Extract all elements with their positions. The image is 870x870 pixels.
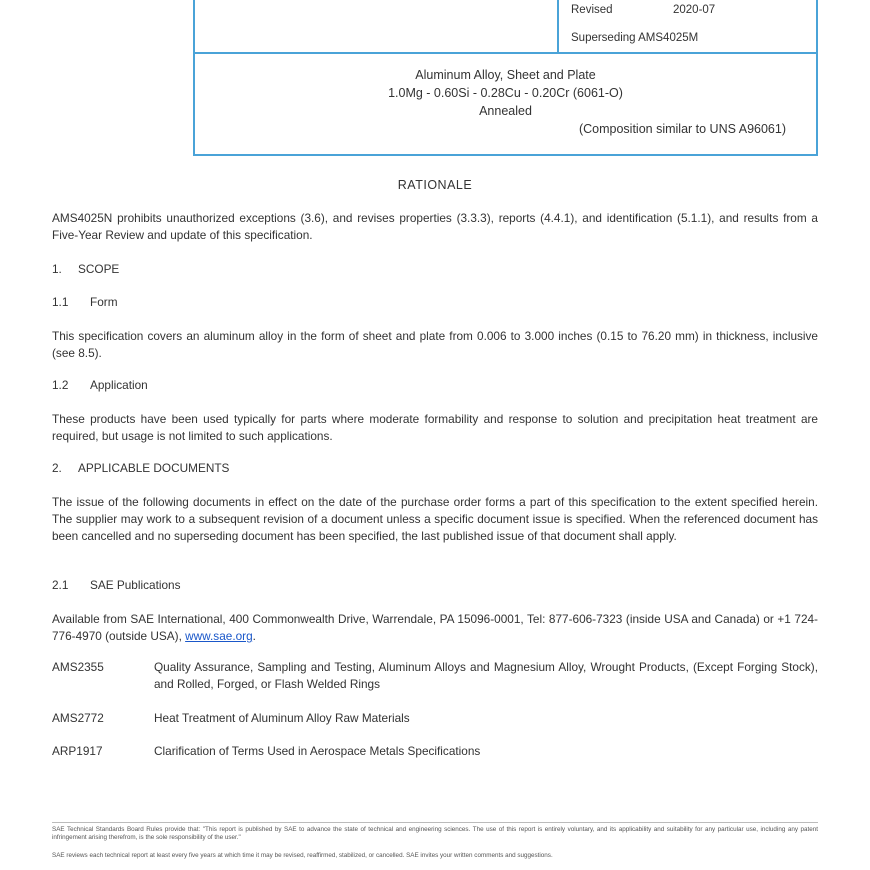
section-number: 1.2 [52,378,69,392]
reference-code: AMS2355 [52,660,104,674]
superseding-label: Superseding AMS4025M [571,32,699,44]
header-top-row [195,0,816,54]
rationale-text: AMS4025N prohibits unauthorized exceptions (3.6), and revises properties (3.3.3), reports (4.4.1), and identification (5.1.1), and results from a Five-Year Review and update of this specification. [52,211,818,242]
section-number: 2.1 [52,578,69,592]
section-1-1-heading [52,295,118,309]
section-title: Application [90,378,148,392]
section-2-1-heading [52,578,181,592]
section-number: 2. [52,461,62,475]
document-title [195,66,816,138]
title-line-3: Annealed [479,104,532,118]
title-line-2: 1.0Mg - 0.60Si - 0.28Cu - 0.20Cr (6061-O) [388,86,623,100]
section-2-heading [52,461,229,475]
reference-code: AMS2772 [52,711,104,725]
rationale-heading: RATIONALE [397,178,473,192]
section-number: 1. [52,262,62,276]
section-title: SCOPE [78,262,120,276]
section-title: APPLICABLE DOCUMENTS [78,461,230,475]
section-1-heading [52,262,119,276]
section-2-1-text [52,611,818,645]
footer-note-2: SAE reviews each technical report at least every five years at which time it may be revised, reaffirmed, stabilized, or cancelled. SAE invites your written comments and suggestions. [52,852,553,859]
footer-divider [52,822,818,823]
section-1-1-text: This specification covers an aluminum alloy in the form of sheet and plate from 0.006 to 3.000 inches (0.15 to 76.20 mm) in thickness, inclusive (see 8.5). [52,329,818,360]
reference-code: ARP1917 [52,744,103,758]
section-2-text: The issue of the following documents in effect on the date of the purchase order forms a part of this specification to the extent specified herein. The supplier may work to a subsequent revision of a document unless a specific document issue is specified. When the referenced document has been cancelled and no superseding document has been specified, the last published issue of that document shall apply. [52,495,818,543]
section-title: Form [90,295,118,309]
reference-description: Quality Assurance, Sampling and Testing, Aluminum Alloys and Magnesium Alloy, Wrought Products, (Except Forging Stock), and Rolled, Forged, or Flash Welded Rings [154,660,818,691]
revised-date: 2020-07 [673,4,716,16]
section-title: SAE Publications [90,578,181,592]
footer-note-1: SAE Technical Standards Board Rules provide that: "This report is published by SAE to advance the state of technical and engineering sciences. The use of this report is entirely voluntary, and its applicability and suitability for any particular use, including any patent infringement arising therefrom, is the sole responsibility of the user." [52,826,818,841]
section-1-2-text: These products have been used typically for parts where moderate formability and response to solution and precipitation heat treatment are required, but usage is not limited to such applications. [52,412,818,443]
reference-description: Heat Treatment of Aluminum Alloy Raw Materials [154,711,410,725]
document-header-box [193,0,818,156]
section-number: 1.1 [52,295,69,309]
sae-address-text: Available from SAE International, 400 Commonwealth Drive, Warrendale, PA 15096-0001, Tel: 877-606-7323 (inside USA and Canada) or +1 724-776-4970 (outside USA), [52,612,818,643]
header-divider [557,0,559,54]
sentence-end: . [252,629,256,643]
reference-description: Clarification of Terms Used in Aerospace Metals Specifications [154,744,481,758]
section-1-2-heading [52,378,148,392]
revised-label: Revised [571,4,613,16]
title-line-1: Aluminum Alloy, Sheet and Plate [415,68,596,82]
sae-website-link[interactable]: www.sae.org [185,629,253,643]
title-composition-note: (Composition similar to UNS A96061) [578,122,786,136]
